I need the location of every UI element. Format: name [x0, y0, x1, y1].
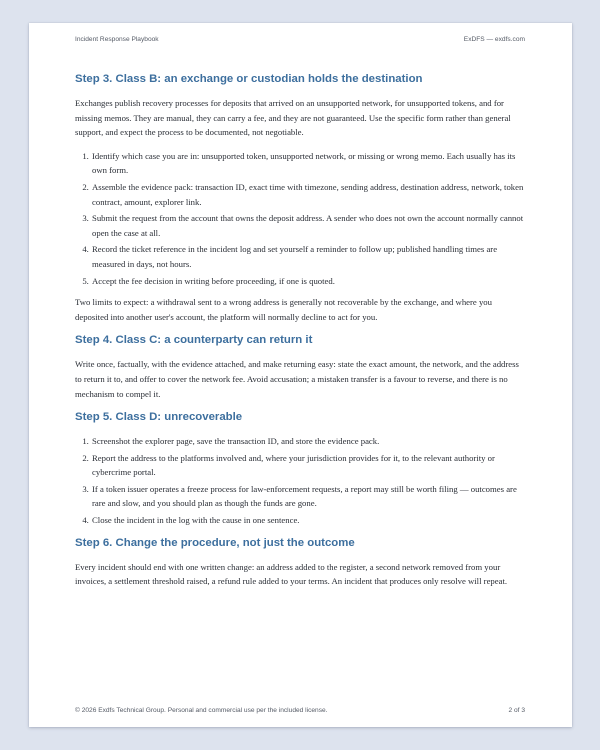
list-item: 1. Screenshot the explorer page, save the transaction ID, and store the evidence pack.: [91, 434, 525, 449]
section-intro: Write once, factually, with the evidence attached, and make returning easy: state the exact amount, the network, and the address to return it to, and offer to cover the network fee. Avoid accusation; a mistaken transfer is a favour to reverse, and there is no mechanism to compel it.: [75, 359, 519, 399]
document-page: [29, 23, 572, 727]
page-content: [75, 72, 525, 598]
list-item: 1. Identify which case you are in: unsupported token, unsupported network, or missing or wrong memo. Each usually has its own form.: [91, 149, 525, 178]
page-number: 2 of 3: [508, 707, 525, 714]
header-site: ExDFS — exdfs.com: [463, 36, 525, 43]
running-footer: [75, 707, 525, 714]
section-heading: Step 5. Class D: unrecoverable: [75, 411, 243, 424]
list-item: 4. Record the ticket reference in the incident log and set yourself a reminder to follow up; published handling times are measured in days, not hours.: [91, 242, 525, 271]
list-item: 3. If a token issuer operates a freeze process for law-enforcement requests, a report may still be worth filing — outcomes are rare and slow, and you should plan as though the funds are gone.: [91, 482, 525, 511]
section-heading: Step 3. Class B: an exchange or custodian holds the destination: [75, 73, 423, 85]
list-item: 2. Assemble the evidence pack: transaction ID, exact time with timezone, sending address, destination address, network, token contract, amount, explorer link.: [91, 180, 525, 209]
list-item: 4. Close the incident in the log with the cause in one sentence.: [91, 513, 525, 528]
section-heading: Step 6. Change the procedure, not just the outcome: [75, 536, 355, 549]
section-step-4: [75, 333, 525, 401]
section-intro: Exchanges publish recovery processes for deposits that arrived on an unsupported network, for unsupported tokens, and for missing memos. They are manual, they can carry a fee, and they are not guaranteed. Use the specific form rather than general support, and expect the process to be documented, not negotiable.: [75, 98, 511, 138]
section-step-5: [75, 410, 525, 528]
section-step-3: [75, 72, 525, 324]
running-header: [75, 36, 525, 43]
list-item: 3. Submit the request from the account that owns the deposit address. A sender who does not own the account normally cannot open the case at all.: [91, 211, 525, 240]
steps-list: [75, 149, 525, 288]
header-title: Incident Response Playbook: [75, 36, 159, 43]
section-outro: Two limits to expect: a withdrawal sent to a wrong address is generally not recoverable by the exchange, and where you deposited into another user's account, the platform will normally decline to act for you.: [75, 297, 492, 322]
section-intro: Every incident should end with one written change: an address added to the register, a second network removed from your invoices, a settlement threshold raised, a refund rule added to your terms. An incident that produces only resolve will repeat.: [75, 561, 508, 587]
steps-list: [75, 434, 525, 528]
section-step-6: [75, 536, 525, 589]
footer-copyright: © 2026 Exdfs Technical Group. Personal and commercial use per the included license.: [75, 707, 328, 714]
section-heading: Step 4. Class C: a counterparty can return it: [75, 334, 313, 347]
list-item: 2. Report the address to the platforms involved and, where your jurisdiction provides for it, to the relevant authority or cybercrime portal.: [91, 451, 525, 480]
list-item: 5. Accept the fee decision in writing before proceeding, if one is quoted.: [91, 274, 525, 289]
